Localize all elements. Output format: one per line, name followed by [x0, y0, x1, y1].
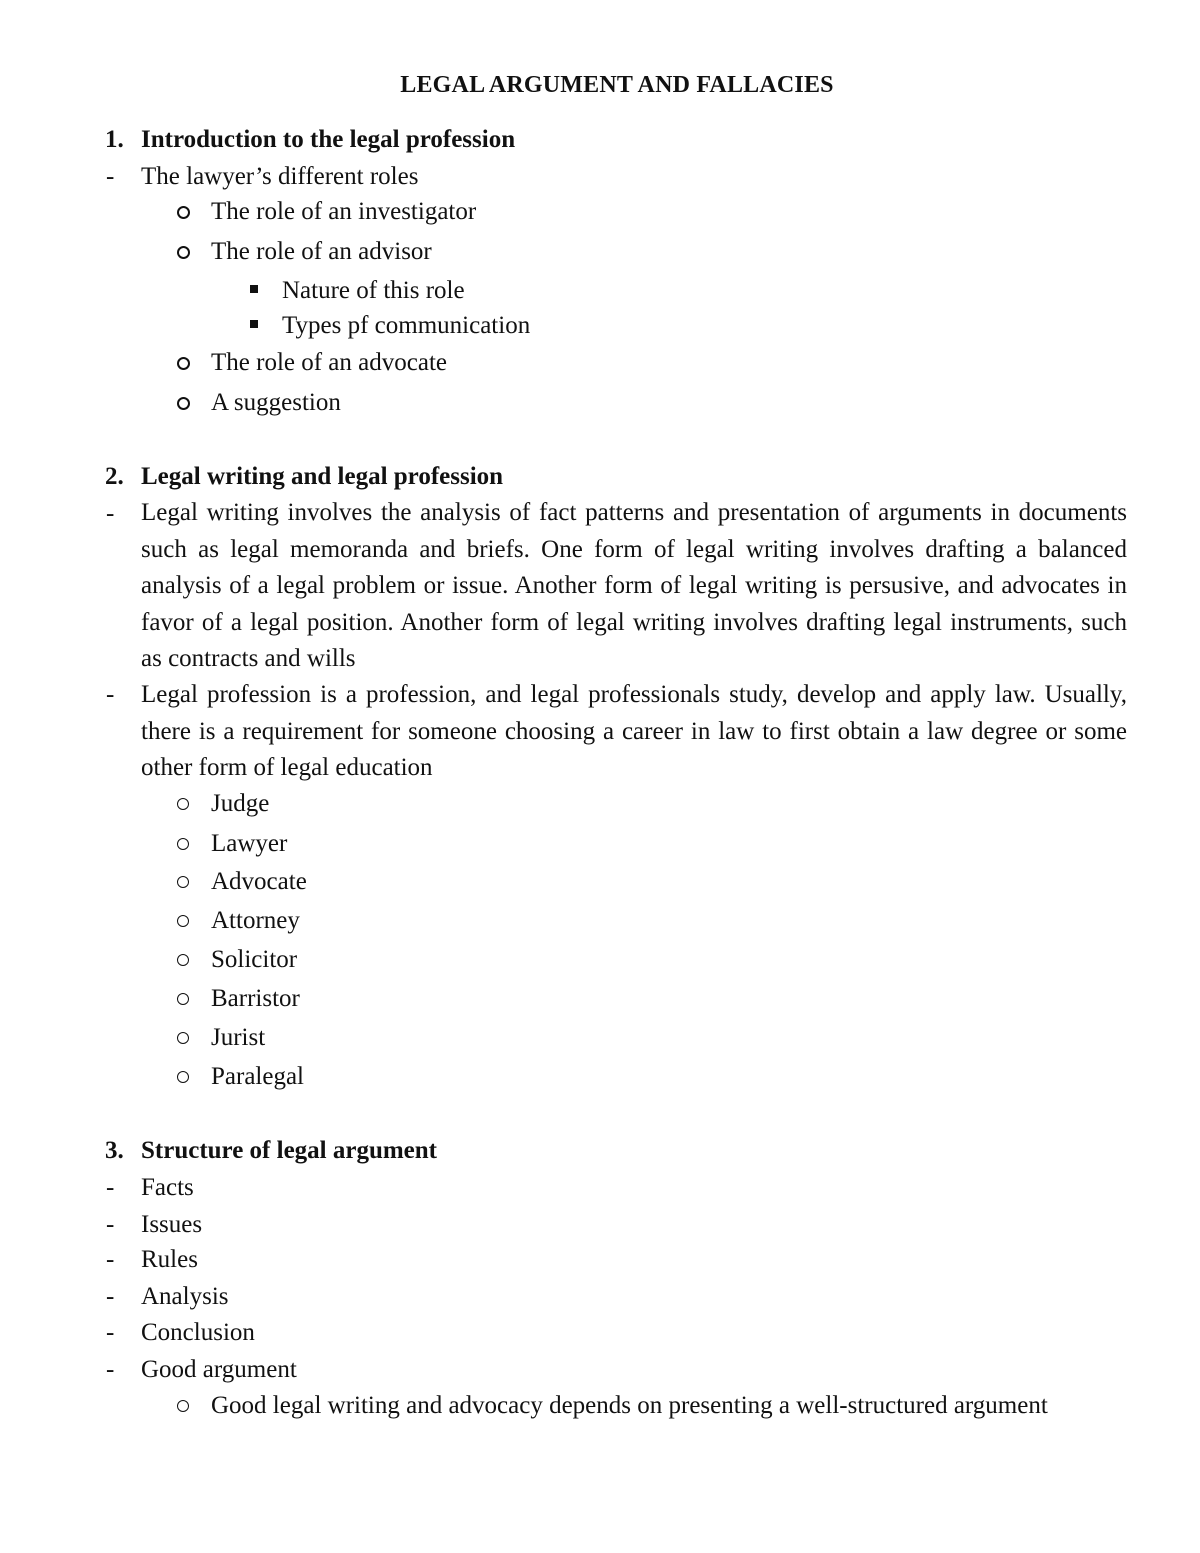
- paragraph: Good legal writing and advocacy depends on presenting a well-structured argument: [211, 1392, 1048, 1419]
- dash-bullet: -: [106, 681, 115, 708]
- dash-bullet: -: [106, 1356, 115, 1383]
- list-item: Advocate: [211, 868, 307, 895]
- section-number: 1.: [105, 126, 124, 153]
- list-item: Paralegal: [211, 1063, 305, 1090]
- dash-bullet: -: [106, 1319, 115, 1346]
- circle-bullet-icon: [177, 1400, 189, 1412]
- document-title: LEGAL ARGUMENT AND FALLACIES: [400, 72, 834, 98]
- paragraph: Legal writing involves the analysis of fact patterns and presentation of arguments in documents such as legal memoranda and briefs. One form of legal writing involves drafting a balanced analysis of a legal problem or issue. Another form of legal writing is persusive, and advocates in favor of a legal position. Another form of legal writing involves drafting legal instruments, such as contracts and wills: [141, 499, 1127, 672]
- section-heading: Introduction to the legal profession: [141, 126, 516, 153]
- circle-bullet-icon: [177, 915, 189, 927]
- list-item: The role of an advisor: [211, 238, 432, 265]
- dash-bullet: -: [106, 1283, 115, 1310]
- section-number: 3.: [105, 1137, 124, 1164]
- dash-bullet: -: [106, 1211, 115, 1238]
- section-heading: Legal writing and legal profession: [141, 463, 504, 490]
- dash-bullet: -: [106, 163, 115, 190]
- list-item: Judge: [211, 790, 270, 817]
- list-item: Rules: [141, 1246, 198, 1273]
- circle-bullet-icon: [177, 357, 190, 370]
- list-item: Good argument: [141, 1356, 297, 1383]
- section-number: 2.: [105, 463, 124, 490]
- section-heading: Structure of legal argument: [141, 1137, 438, 1164]
- dash-bullet: -: [106, 500, 115, 527]
- list-item: Analysis: [141, 1283, 229, 1310]
- circle-bullet-icon: [177, 1032, 189, 1044]
- list-item: The role of an investigator: [211, 198, 477, 225]
- square-bullet-icon: [250, 285, 258, 293]
- paragraph: Legal profession is a profession, and legal professionals study, develop and apply law. Usually, there is a requirement for someone choosing a career in law to first obtain a law degree or some other form of legal education: [141, 681, 1127, 781]
- circle-bullet-icon: [177, 876, 189, 888]
- list-item: Issues: [141, 1211, 203, 1238]
- circle-bullet-icon: [177, 838, 189, 850]
- circle-bullet-icon: [177, 954, 189, 966]
- circle-bullet-icon: [177, 206, 190, 219]
- list-item: Types pf communication: [282, 312, 531, 339]
- circle-bullet-icon: [177, 246, 190, 259]
- circle-bullet-icon: [177, 993, 189, 1005]
- circle-bullet-icon: [177, 798, 189, 810]
- square-bullet-icon: [250, 320, 258, 328]
- list-item: Jurist: [211, 1024, 266, 1051]
- list-item: The lawyer’s different roles: [141, 163, 419, 190]
- dash-bullet: -: [106, 1174, 115, 1201]
- circle-bullet-icon: [177, 397, 190, 410]
- list-item: Attorney: [211, 907, 300, 934]
- list-item: Facts: [141, 1174, 194, 1201]
- list-item: Solicitor: [211, 946, 298, 973]
- list-item: Lawyer: [211, 830, 288, 857]
- list-item: Barristor: [211, 985, 300, 1012]
- list-item: A suggestion: [211, 389, 341, 416]
- circle-bullet-icon: [177, 1071, 189, 1083]
- list-item: Nature of this role: [282, 277, 465, 304]
- dash-bullet: -: [106, 1246, 115, 1273]
- list-item: Conclusion: [141, 1319, 255, 1346]
- list-item: The role of an advocate: [211, 349, 447, 376]
